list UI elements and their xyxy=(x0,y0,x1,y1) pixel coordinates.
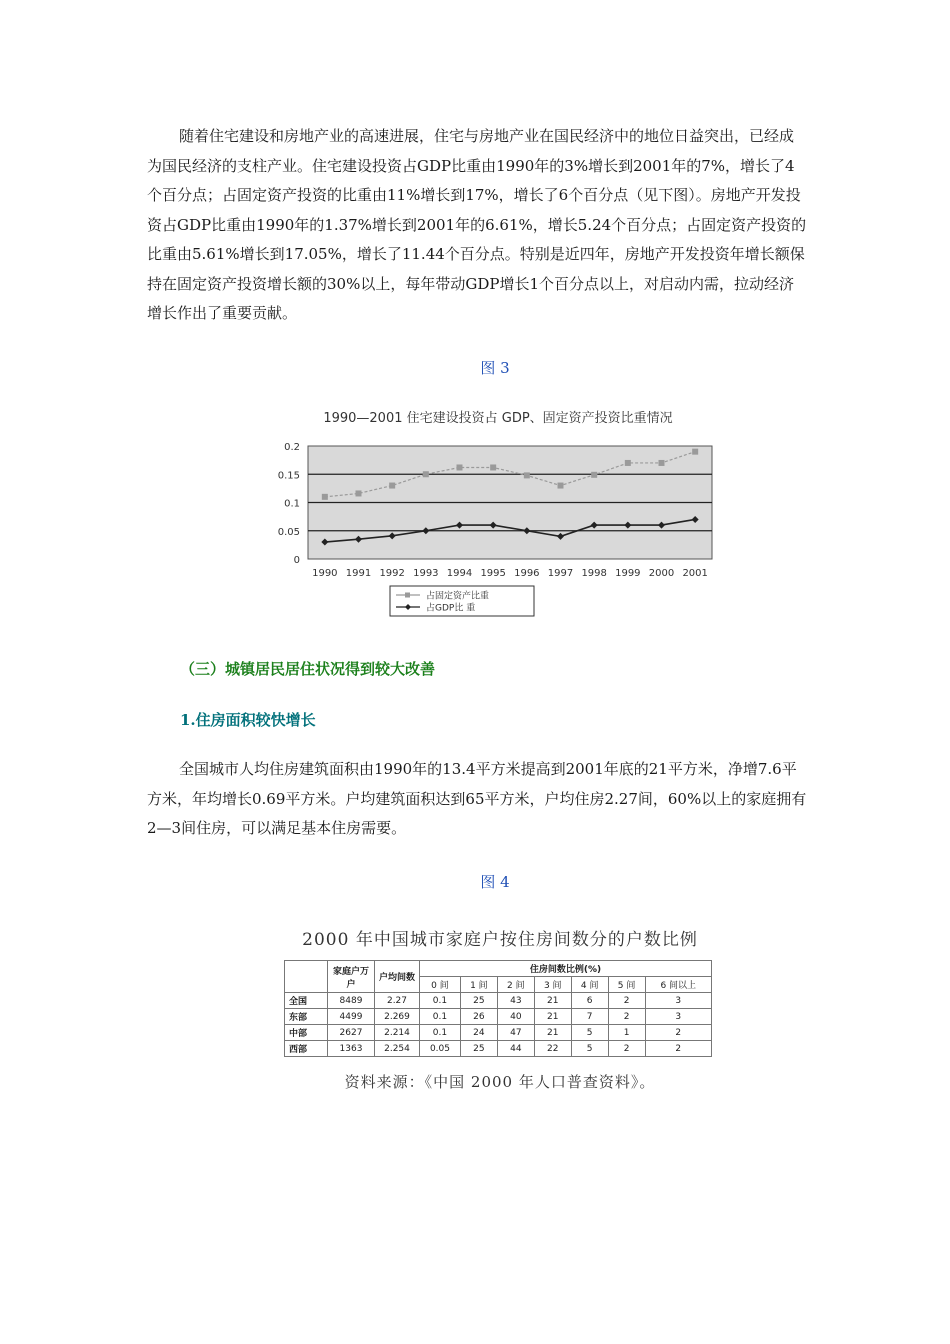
cell-room-ratio: 2 xyxy=(608,1041,645,1057)
cell-avg-rooms: 2.269 xyxy=(375,1009,420,1025)
cell-room-ratio: 2 xyxy=(608,993,645,1009)
row-region: 中部 xyxy=(285,1025,328,1041)
room-col-header: 2 间 xyxy=(497,977,534,993)
data-point xyxy=(524,472,530,478)
cell-room-ratio: 3 xyxy=(645,993,711,1009)
table-title: 2000 年中国城市家庭户按住房间数分的户数比例 xyxy=(302,930,698,950)
cell-room-ratio: 40 xyxy=(497,1009,534,1025)
x-tick-label: 1998 xyxy=(581,568,607,579)
cell-room-ratio: 21 xyxy=(534,993,571,1009)
table-corner xyxy=(285,961,328,993)
x-tick-label: 1992 xyxy=(379,568,405,579)
cell-room-ratio: 47 xyxy=(497,1025,534,1041)
x-tick-label: 2000 xyxy=(648,568,675,579)
room-col-header: 6 间以上 xyxy=(645,977,711,993)
y-tick-label: 0.05 xyxy=(277,526,300,538)
cell-room-ratio: 0.1 xyxy=(420,993,461,1009)
cell-room-ratio: 2 xyxy=(608,1009,645,1025)
table-row xyxy=(285,1041,712,1057)
paragraph-housing-area: 全国城市人均住房建筑面积由1990年的13.4平方米提高到2001年底的21平方米，净增7.6平方米，年均增长0.69平方米。户均建筑面积达到65平方米，户均住房2.27间，60%以上的家庭拥有2—3间住房，可以满足基本住房需要。 xyxy=(147,760,807,837)
cell-room-ratio: 25 xyxy=(460,1041,497,1057)
table-row xyxy=(285,1009,712,1025)
x-tick-label: 1999 xyxy=(615,568,641,579)
chart-title: 1990—2001 住宅建设投资占 GDP、固定资产投资比重情况 xyxy=(323,411,673,426)
y-tick-label: 0.2 xyxy=(284,442,300,453)
cell-room-ratio: 5 xyxy=(571,1025,608,1041)
data-point xyxy=(692,449,698,455)
cell-room-ratio: 3 xyxy=(645,1009,711,1025)
rooms-table-body xyxy=(285,993,712,1057)
data-point xyxy=(625,460,631,466)
room-col-header: 0 间 xyxy=(420,977,461,993)
cell-room-ratio: 0.05 xyxy=(420,1041,461,1057)
data-point xyxy=(389,483,395,489)
legend-marker xyxy=(405,593,410,598)
cell-room-ratio: 2 xyxy=(645,1025,711,1041)
x-tick-label: 2001 xyxy=(682,568,708,579)
x-tick-label: 1993 xyxy=(413,568,439,579)
cell-room-ratio: 21 xyxy=(534,1025,571,1041)
cell-avg-rooms: 2.254 xyxy=(375,1041,420,1057)
figure3-caption: 图 3 xyxy=(480,359,510,377)
x-tick-label: 1996 xyxy=(514,568,540,579)
data-point xyxy=(423,471,429,477)
cell-avg-rooms: 2.27 xyxy=(375,993,420,1009)
figure3-chart xyxy=(268,398,728,622)
table-source: 资料来源：《中国 2000 年人口普查资料》。 xyxy=(344,1073,656,1091)
cell-room-ratio: 2 xyxy=(645,1041,711,1057)
cell-room-ratio: 24 xyxy=(460,1025,497,1041)
data-point xyxy=(490,464,496,470)
cell-households: 4499 xyxy=(328,1009,375,1025)
x-tick-label: 1995 xyxy=(480,568,506,579)
cell-room-ratio: 1 xyxy=(608,1025,645,1041)
paragraph-investment: 随着住宅建设和房地产业的高速进展，住宅与房地产业在国民经济中的地位日益突出，已经成为国民经济的支柱产业。住宅建设投资占GDP比重由1990年的3%增长到2001年的7%，增长了4个百分点；占固定资产投资的比重由11%增长到17%，增长了6个百分点（见下图）。房地产开发投资占GDP比重由1990年的1.37%增长到2001年的6.61%，增长5.24个百分点；占固定资产投资的比重由5.61%增长到17.05%，增长了11.44个百分点。特别是近四年，房地产开发投资年增长额保持在固定资产投资增长额的30%以上，每年带动GDP增长1个百分点以上，对启动内需，拉动经济增长作出了重要贡献。 xyxy=(147,127,807,322)
col-group-room-ratio: 住房间数比例(%) xyxy=(420,961,712,977)
room-col-header: 3 间 xyxy=(534,977,571,993)
x-tick-label: 1997 xyxy=(547,568,574,579)
cell-room-ratio: 22 xyxy=(534,1041,571,1057)
row-region: 东部 xyxy=(285,1009,328,1025)
y-tick-label: 0.1 xyxy=(284,498,300,510)
cell-room-ratio: 21 xyxy=(534,1009,571,1025)
figure4-caption: 图 4 xyxy=(480,873,510,891)
cell-households: 2627 xyxy=(328,1025,375,1041)
cell-room-ratio: 7 xyxy=(571,1009,608,1025)
room-col-header: 1 间 xyxy=(460,977,497,993)
room-col-header: 5 间 xyxy=(608,977,645,993)
x-tick-label: 1990 xyxy=(312,568,338,579)
table-row xyxy=(285,1025,712,1041)
col-avg-rooms: 户均间数 xyxy=(375,961,420,993)
cell-room-ratio: 0.1 xyxy=(420,1009,461,1025)
cell-avg-rooms: 2.214 xyxy=(375,1025,420,1041)
cell-room-ratio: 5 xyxy=(571,1041,608,1057)
legend-label: 占GDP比 重 xyxy=(426,603,476,614)
data-point xyxy=(659,460,665,466)
cell-room-ratio: 26 xyxy=(460,1009,497,1025)
figure4-table-figure xyxy=(280,925,720,1092)
subsection-heading: 1.住房面积较快增长 xyxy=(180,711,316,729)
data-point xyxy=(322,494,328,500)
rooms-table xyxy=(284,960,712,1057)
cell-room-ratio: 25 xyxy=(460,993,497,1009)
row-region: 全国 xyxy=(285,993,328,1009)
x-tick-label: 1991 xyxy=(345,568,372,579)
room-col-header: 4 间 xyxy=(571,977,608,993)
data-point xyxy=(558,483,564,489)
cell-households: 8489 xyxy=(328,993,375,1009)
cell-room-ratio: 44 xyxy=(497,1041,534,1057)
data-point xyxy=(457,464,463,470)
cell-room-ratio: 0.1 xyxy=(420,1025,461,1041)
y-tick-label: 0 xyxy=(293,555,300,566)
cell-households: 1363 xyxy=(328,1041,375,1057)
row-region: 西部 xyxy=(285,1041,328,1057)
y-tick-label: 0.15 xyxy=(277,470,300,482)
cell-room-ratio: 43 xyxy=(497,993,534,1009)
col-households: 家庭户万户 xyxy=(328,961,375,993)
data-point xyxy=(591,472,597,478)
legend-label: 占固定资产比重 xyxy=(426,591,490,602)
table-row xyxy=(285,993,712,1009)
section-heading: （三）城镇居民居住状况得到较大改善 xyxy=(180,660,436,678)
x-tick-label: 1994 xyxy=(446,568,473,579)
data-point xyxy=(356,490,362,496)
cell-room-ratio: 6 xyxy=(571,993,608,1009)
